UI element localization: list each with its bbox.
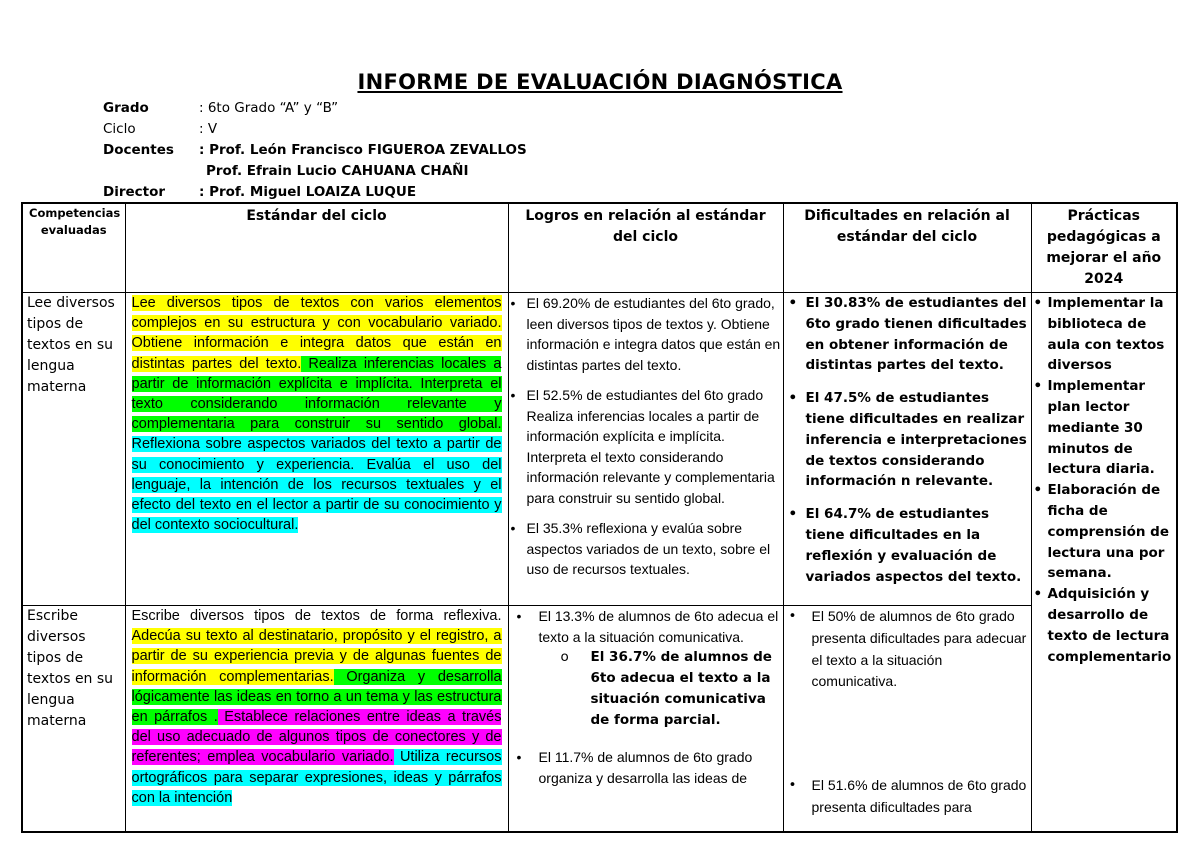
ciclo-label: Ciclo: [103, 121, 136, 137]
table-row: [22, 606, 1177, 832]
docente-2: Prof. Efrain Lucio CAHUANA CHAÑI: [206, 163, 469, 179]
practicas-list: [1032, 293, 1177, 667]
estandar-escribe-part-1: Escribe diversos tipos de textos de forma reflexiva.: [131, 608, 502, 624]
list-item: • El 47.5% de estudiantes tiene dificultades en realizar inferencia e interpretaciones de textos considerando información n relevante.: [788, 390, 1027, 490]
practica-text: Implementar la biblioteca de aula con textos diversos: [1047, 295, 1165, 374]
list-item: • El 69.20% de estudiantes del 6to grado, leen diversos tipos de textos y. Obtiene información e integra datos que están en distintas partes del texto.: [510, 295, 781, 373]
column-header-logros: Logros en relación al estándar del ciclo: [525, 208, 766, 245]
estandar-escribe-part-2: Adecúa su texto al destinatario, propósito y el registro, a partir de su experiencia previa y de algunas fuentes de información complementarias.: [131, 628, 502, 685]
logros-escribe: [509, 606, 783, 788]
docentes-label: Docentes: [103, 142, 174, 158]
list-item: • Adquisición y desarrollo de texto de lectura: [1033, 586, 1170, 644]
list-item: • El 64.7% de estudiantes tiene dificultades en la reflexión y evaluación de variados aspectos del texto.: [788, 506, 1022, 585]
column-header-dificultades: Dificultades en relación al estándar del ciclo: [804, 208, 1010, 245]
competencia-lee: Lee diversos tipos de textos en su lengua materna: [27, 295, 115, 395]
estandar-escribe-part-5: Utiliza recursos ortográficos para separar expresiones, ideas y párrafos con la intención: [131, 749, 502, 806]
practica-text: Implementar plan lector mediante 30 minutos de lectura diaria.: [1047, 378, 1155, 478]
estandar-lee: [126, 293, 508, 535]
practica-text: Elaboración de ficha de comprensión de lectura una por semana.: [1047, 482, 1169, 582]
list-item: • El 51.6% de alumnos de 6to grado presenta dificultades para: [788, 777, 1027, 815]
list-item: • Implementar plan lector mediante 30 minutos de lectura diaria.: [1033, 378, 1155, 478]
dificultades-lee: [784, 293, 1031, 587]
estandar-lee-part-2: Realiza inferencias locales a partir de información explícita e implícita. Interpreta el texto considerando información relevante y complementaria para construir su sentido global.: [131, 355, 502, 433]
competencia-escribe: Escribe diversos tipos de textos en su lengua materna: [27, 608, 114, 729]
list-item: • El 50% de alumnos de 6to grado presenta dificultades para adecuar el texto a la situación comunicativa.: [788, 608, 1027, 690]
list-item: • El 13.3% de alumnos de 6to adecua el texto a la situación comunicativa.: [516, 608, 779, 645]
logro-text: El 36.7% de alumnos de 6to adecua el texto a la situación comunicativa de forma parcial.: [590, 649, 772, 728]
practica-tail: complementario: [1047, 648, 1172, 665]
logro-text: El 69.20% de estudiantes del 6to grado, leen diversos tipos de textos y. Obtiene información e integra datos que están en distintas partes del texto.: [526, 295, 781, 373]
list-item: • El 30.83% de estudiantes del 6to grado tienen dificultades en obtener información de distintas partes del texto.: [788, 295, 1027, 374]
estandar-escribe-part-3: Organiza y desarrolla lógicamente las ideas en torno a un tema y las estructura en párrafos .: [131, 668, 502, 726]
practica-text: Adquisición y desarrollo de texto de lectura: [1047, 586, 1170, 644]
estandar-escribe: [126, 606, 508, 808]
logro-text: El 52.5% de estudiantes del 6to grado Realiza inferencias locales a partir de información explícita e implícita. Interpreta el texto considerando información relevante y complementaria para construir su sentido global.: [526, 387, 775, 506]
sub-list-item: o El 36.7% de alumnos de 6to adecua el texto a la situación comunicativa de forma parcial.: [560, 649, 772, 728]
evaluation-table: [21, 202, 1178, 833]
page-title: INFORME DE EVALUACIÓN DIAGNÓSTICA: [357, 70, 843, 94]
dificultad-text: El 30.83% de estudiantes del 6to grado tienen dificultades en obtener información de distintas partes del texto.: [805, 295, 1027, 374]
column-header-competencias: Competencias evaluadas: [29, 206, 121, 237]
logro-text: El 35.3% reflexiona y evalúa sobre aspectos variados de un texto, sobre el uso de recursos textuales.: [526, 520, 771, 577]
dificultad-text: El 51.6% de alumnos de 6to grado presenta dificultades para: [811, 777, 1027, 815]
list-item: • El 11.7% de alumnos de 6to grado organiza y desarrolla las ideas de: [516, 749, 753, 786]
list-item: • El 52.5% de estudiantes del 6to grado Realiza inferencias locales a partir de información explícita e implícita. Interpreta el texto considerando información relevante y complementaria para construir su sentido global.: [510, 387, 775, 506]
list-item: • El 35.3% reflexiona y evalúa sobre aspectos variados de un texto, sobre el uso de recursos textuales.: [510, 520, 771, 577]
dificultades-escribe: [784, 606, 1031, 819]
grado-value: : 6to Grado “A” y “B”: [199, 100, 339, 116]
estandar-lee-part-3: Reflexiona sobre aspectos variados del texto a partir de su conocimiento y experiencia. Evalúa el uso del lenguaje, la intención de los recursos textuales y el efecto del texto en el lector a partir de su conocimiento y del contexto sociocultural.: [131, 436, 502, 534]
estandar-escribe-part-4: Establece relaciones entre ideas a través del uso adecuado de algunos tipos de conectores y de referentes; emplea vocabulario variado.: [131, 709, 502, 766]
dificultad-text: El 47.5% de estudiantes tiene dificultades en realizar inferencia e interpretaciones de textos considerando información n relevante.: [805, 390, 1027, 490]
estandar-lee-part-1: Lee diversos tipos de textos con varios elementos complejos en su estructura y con vocabulario variado. Obtiene información e integra datos que están en distintas partes del texto.: [131, 295, 502, 372]
table-header-row: [22, 203, 1177, 293]
dificultad-text: El 50% de alumnos de 6to grado presenta dificultades para adecuar el texto a la situación comunicativa.: [811, 608, 1027, 690]
director-value: : Prof. Miguel LOAIZA LUQUE: [199, 184, 417, 200]
logro-text: El 11.7% de alumnos de 6to grado organiza y desarrolla las ideas de: [538, 749, 753, 786]
report-header: [103, 98, 527, 203]
director-label: Director: [103, 184, 166, 200]
list-item: • Implementar la biblioteca de aula con textos diversos: [1033, 295, 1165, 374]
column-header-estandar: Estándar del ciclo: [246, 208, 387, 224]
column-header-practicas: Prácticas pedagógicas a mejorar el año 2024: [1046, 208, 1162, 287]
dificultad-text: El 64.7% de estudiantes tiene dificultades en la reflexión y evaluación de variados aspectos del texto.: [805, 506, 1022, 585]
logros-lee: [509, 293, 783, 580]
docente-1: : Prof. León Francisco FIGUEROA ZEVALLOS: [199, 142, 527, 158]
ciclo-value: : V: [199, 121, 218, 137]
list-item: • Elaboración de ficha de comprensión de lectura una por semana.: [1033, 482, 1169, 582]
logro-text: El 13.3% de alumnos de 6to adecua el texto a la situación comunicativa.: [538, 608, 779, 645]
table-row: [22, 293, 1177, 606]
grado-label: Grado: [103, 100, 149, 116]
